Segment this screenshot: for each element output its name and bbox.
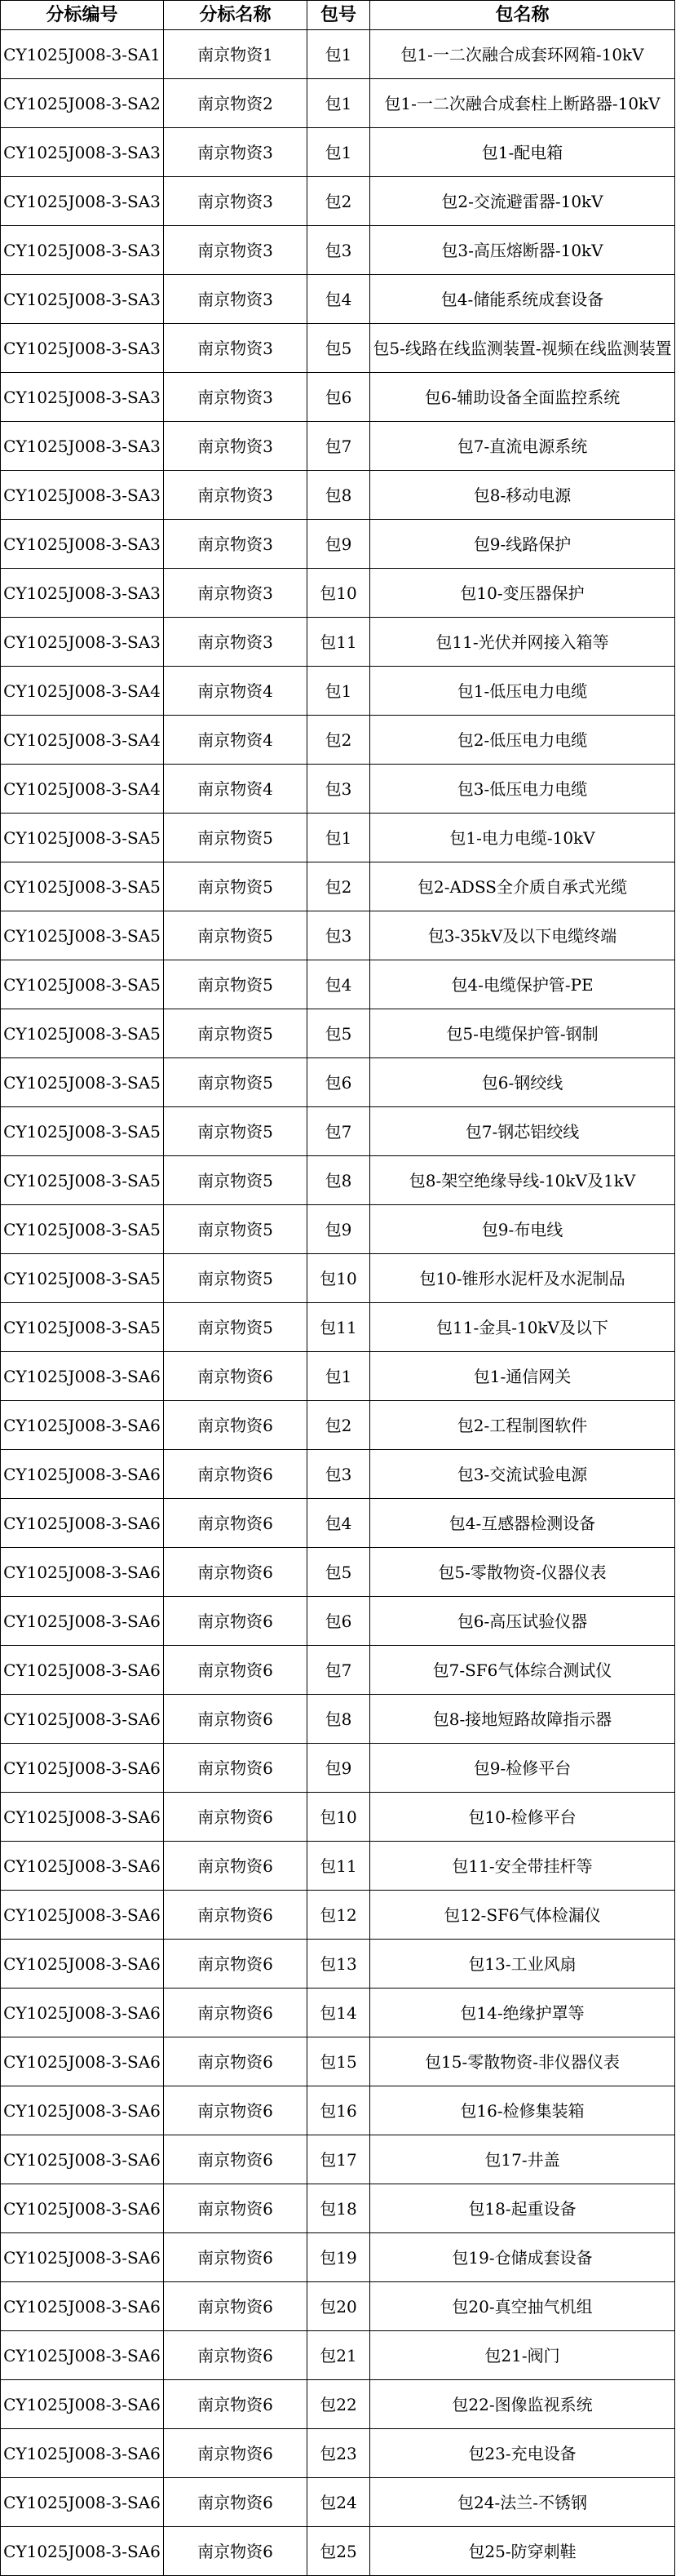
cell-package-name: 包11-安全带挂杆等	[370, 1842, 675, 1891]
table-row	[1, 1793, 675, 1842]
table-row	[1, 520, 675, 569]
cell-package-number: 包3	[307, 911, 370, 960]
cell-code: CY1025J008-3-SA3	[1, 275, 164, 324]
cell-package-number: 包24	[307, 2478, 370, 2527]
cell-code: CY1025J008-3-SA4	[1, 716, 164, 765]
table-row	[1, 1156, 675, 1205]
cell-package-number: 包12	[307, 1891, 370, 1940]
table-row	[1, 1842, 675, 1891]
cell-code: CY1025J008-3-SA6	[1, 2282, 164, 2331]
cell-lot-name: 南京物资6	[164, 1646, 307, 1695]
cell-package-name: 包13-工业风扇	[370, 1940, 675, 1989]
cell-code: CY1025J008-3-SA4	[1, 667, 164, 716]
cell-package-name: 包1-一二次融合成套环网箱-10kV	[370, 30, 675, 79]
cell-package-number: 包6	[307, 1058, 370, 1107]
cell-code: CY1025J008-3-SA6	[1, 1548, 164, 1597]
cell-package-name: 包11-光伏并网接入箱等	[370, 618, 675, 667]
cell-package-number: 包10	[307, 1793, 370, 1842]
cell-package-name: 包5-零散物资-仪器仪表	[370, 1548, 675, 1597]
cell-package-name: 包4-电缆保护管-PE	[370, 960, 675, 1009]
cell-lot-name: 南京物资3	[164, 422, 307, 471]
table-row	[1, 2282, 675, 2331]
cell-package-number: 包2	[307, 177, 370, 226]
cell-package-number: 包5	[307, 324, 370, 373]
table-row	[1, 2233, 675, 2282]
cell-lot-name: 南京物资3	[164, 569, 307, 618]
cell-package-number: 包13	[307, 1940, 370, 1989]
cell-lot-name: 南京物资6	[164, 1744, 307, 1793]
cell-lot-name: 南京物资3	[164, 275, 307, 324]
table-row	[1, 2331, 675, 2380]
cell-package-number: 包19	[307, 2233, 370, 2282]
cell-package-number: 包5	[307, 1009, 370, 1058]
table-row	[1, 1646, 675, 1695]
cell-code: CY1025J008-3-SA3	[1, 471, 164, 520]
cell-package-number: 包20	[307, 2282, 370, 2331]
cell-package-number: 包21	[307, 2331, 370, 2380]
cell-code: CY1025J008-3-SA6	[1, 1989, 164, 2037]
cell-lot-name: 南京物资6	[164, 2282, 307, 2331]
cell-code: CY1025J008-3-SA6	[1, 2527, 164, 2576]
table-row	[1, 373, 675, 422]
table-row	[1, 1058, 675, 1107]
cell-package-name: 包17-井盖	[370, 2135, 675, 2184]
cell-code: CY1025J008-3-SA5	[1, 1058, 164, 1107]
cell-package-number: 包5	[307, 1548, 370, 1597]
table-row	[1, 1107, 675, 1156]
cell-package-number: 包6	[307, 1597, 370, 1646]
table-row	[1, 1303, 675, 1352]
cell-package-number: 包9	[307, 520, 370, 569]
cell-code: CY1025J008-3-SA1	[1, 30, 164, 79]
cell-package-number: 包17	[307, 2135, 370, 2184]
cell-code: CY1025J008-3-SA6	[1, 1842, 164, 1891]
header-package-number: 包号	[307, 1, 370, 30]
cell-code: CY1025J008-3-SA3	[1, 373, 164, 422]
cell-lot-name: 南京物资6	[164, 2086, 307, 2135]
cell-package-name: 包18-起重设备	[370, 2184, 675, 2233]
cell-package-name: 包1-一二次融合成套柱上断路器-10kV	[370, 79, 675, 128]
cell-package-number: 包8	[307, 1695, 370, 1744]
cell-code: CY1025J008-3-SA3	[1, 226, 164, 275]
cell-package-number: 包9	[307, 1744, 370, 1793]
table-row	[1, 79, 675, 128]
cell-code: CY1025J008-3-SA4	[1, 765, 164, 814]
cell-package-number: 包1	[307, 30, 370, 79]
cell-code: CY1025J008-3-SA6	[1, 1793, 164, 1842]
cell-code: CY1025J008-3-SA3	[1, 177, 164, 226]
table-row	[1, 2037, 675, 2086]
cell-package-number: 包14	[307, 1989, 370, 2037]
table-row	[1, 960, 675, 1009]
cell-code: CY1025J008-3-SA6	[1, 1891, 164, 1940]
cell-lot-name: 南京物资6	[164, 2037, 307, 2086]
cell-package-name: 包22-图像监视系统	[370, 2380, 675, 2429]
cell-package-name: 包21-阀门	[370, 2331, 675, 2380]
cell-package-name: 包10-变压器保护	[370, 569, 675, 618]
cell-code: CY1025J008-3-SA6	[1, 1597, 164, 1646]
table-row	[1, 618, 675, 667]
cell-lot-name: 南京物资3	[164, 373, 307, 422]
cell-package-number: 包7	[307, 1646, 370, 1695]
cell-package-name: 包12-SF6气体检漏仪	[370, 1891, 675, 1940]
table-row	[1, 1254, 675, 1303]
cell-code: CY1025J008-3-SA5	[1, 960, 164, 1009]
cell-lot-name: 南京物资4	[164, 667, 307, 716]
cell-package-number: 包16	[307, 2086, 370, 2135]
table-row	[1, 422, 675, 471]
cell-package-number: 包15	[307, 2037, 370, 2086]
header-lot-name: 分标名称	[164, 1, 307, 30]
cell-lot-name: 南京物资5	[164, 1205, 307, 1254]
table-row	[1, 1940, 675, 1989]
table-row	[1, 128, 675, 177]
table-header-row	[1, 1, 675, 30]
cell-code: CY1025J008-3-SA6	[1, 1352, 164, 1401]
cell-package-number: 包8	[307, 471, 370, 520]
cell-package-name: 包16-检修集装箱	[370, 2086, 675, 2135]
cell-lot-name: 南京物资3	[164, 618, 307, 667]
cell-package-name: 包7-钢芯铝绞线	[370, 1107, 675, 1156]
cell-package-number: 包2	[307, 1401, 370, 1450]
table-row	[1, 2086, 675, 2135]
table-row	[1, 765, 675, 814]
cell-code: CY1025J008-3-SA6	[1, 2086, 164, 2135]
cell-code: CY1025J008-3-SA6	[1, 2331, 164, 2380]
cell-code: CY1025J008-3-SA3	[1, 618, 164, 667]
cell-lot-name: 南京物资6	[164, 1352, 307, 1401]
cell-package-name: 包2-ADSS全介质自承式光缆	[370, 862, 675, 911]
cell-package-name: 包9-检修平台	[370, 1744, 675, 1793]
cell-package-name: 包4-互感器检测设备	[370, 1499, 675, 1548]
cell-lot-name: 南京物资5	[164, 1107, 307, 1156]
cell-package-number: 包3	[307, 765, 370, 814]
cell-package-number: 包11	[307, 1303, 370, 1352]
table-row	[1, 1548, 675, 1597]
cell-lot-name: 南京物资6	[164, 2527, 307, 2576]
cell-package-number: 包1	[307, 667, 370, 716]
table-row	[1, 177, 675, 226]
cell-package-number: 包18	[307, 2184, 370, 2233]
cell-lot-name: 南京物资3	[164, 471, 307, 520]
cell-lot-name: 南京物资6	[164, 1695, 307, 1744]
cell-code: CY1025J008-3-SA3	[1, 324, 164, 373]
cell-package-name: 包3-高压熔断器-10kV	[370, 226, 675, 275]
header-code: 分标编号	[1, 1, 164, 30]
table-row	[1, 862, 675, 911]
table-row	[1, 2527, 675, 2576]
cell-package-number: 包22	[307, 2380, 370, 2429]
cell-package-name: 包3-35kV及以下电缆终端	[370, 911, 675, 960]
table-row	[1, 814, 675, 862]
cell-lot-name: 南京物资6	[164, 1989, 307, 2037]
cell-package-name: 包14-绝缘护罩等	[370, 1989, 675, 2037]
cell-lot-name: 南京物资5	[164, 1058, 307, 1107]
table-row	[1, 1891, 675, 1940]
cell-package-number: 包9	[307, 1205, 370, 1254]
cell-lot-name: 南京物资5	[164, 862, 307, 911]
cell-package-name: 包5-电缆保护管-钢制	[370, 1009, 675, 1058]
cell-code: CY1025J008-3-SA6	[1, 1450, 164, 1499]
cell-code: CY1025J008-3-SA5	[1, 814, 164, 862]
cell-package-number: 包1	[307, 79, 370, 128]
cell-lot-name: 南京物资6	[164, 1499, 307, 1548]
cell-lot-name: 南京物资6	[164, 2478, 307, 2527]
cell-package-name: 包15-零散物资-非仪器仪表	[370, 2037, 675, 2086]
cell-code: CY1025J008-3-SA6	[1, 2429, 164, 2478]
cell-lot-name: 南京物资5	[164, 1303, 307, 1352]
cell-package-name: 包1-配电箱	[370, 128, 675, 177]
cell-lot-name: 南京物资6	[164, 2184, 307, 2233]
cell-code: CY1025J008-3-SA5	[1, 862, 164, 911]
table-row	[1, 2380, 675, 2429]
table-row	[1, 30, 675, 79]
cell-code: CY1025J008-3-SA6	[1, 1940, 164, 1989]
table-row	[1, 1401, 675, 1450]
cell-code: CY1025J008-3-SA5	[1, 1303, 164, 1352]
cell-lot-name: 南京物资6	[164, 1450, 307, 1499]
table-row	[1, 1009, 675, 1058]
table-row	[1, 1450, 675, 1499]
cell-lot-name: 南京物资4	[164, 765, 307, 814]
table-row	[1, 1205, 675, 1254]
cell-lot-name: 南京物资3	[164, 128, 307, 177]
cell-lot-name: 南京物资3	[164, 520, 307, 569]
cell-package-name: 包24-法兰-不锈钢	[370, 2478, 675, 2527]
cell-lot-name: 南京物资6	[164, 1842, 307, 1891]
cell-lot-name: 南京物资6	[164, 1940, 307, 1989]
cell-package-number: 包11	[307, 618, 370, 667]
cell-lot-name: 南京物资5	[164, 1009, 307, 1058]
cell-code: CY1025J008-3-SA6	[1, 2380, 164, 2429]
header-package-name: 包名称	[370, 1, 675, 30]
cell-code: CY1025J008-3-SA3	[1, 520, 164, 569]
cell-lot-name: 南京物资6	[164, 2331, 307, 2380]
cell-package-number: 包11	[307, 1842, 370, 1891]
cell-package-name: 包3-交流试验电源	[370, 1450, 675, 1499]
cell-package-number: 包23	[307, 2429, 370, 2478]
table-row	[1, 2135, 675, 2184]
cell-package-number: 包1	[307, 814, 370, 862]
cell-package-number: 包4	[307, 1499, 370, 1548]
table-row	[1, 324, 675, 373]
table-body	[1, 30, 675, 2576]
cell-lot-name: 南京物资5	[164, 911, 307, 960]
cell-code: CY1025J008-3-SA5	[1, 911, 164, 960]
cell-lot-name: 南京物资5	[164, 814, 307, 862]
cell-package-name: 包20-真空抽气机组	[370, 2282, 675, 2331]
cell-code: CY1025J008-3-SA6	[1, 2478, 164, 2527]
cell-lot-name: 南京物资3	[164, 226, 307, 275]
cell-code: CY1025J008-3-SA5	[1, 1156, 164, 1205]
table-row	[1, 569, 675, 618]
cell-lot-name: 南京物资6	[164, 2233, 307, 2282]
cell-lot-name: 南京物资1	[164, 30, 307, 79]
table-row	[1, 2429, 675, 2478]
cell-package-name: 包6-高压试验仪器	[370, 1597, 675, 1646]
cell-package-number: 包3	[307, 1450, 370, 1499]
table-row	[1, 1695, 675, 1744]
cell-lot-name: 南京物资5	[164, 1156, 307, 1205]
cell-code: CY1025J008-3-SA3	[1, 422, 164, 471]
cell-package-name: 包7-SF6气体综合测试仪	[370, 1646, 675, 1695]
cell-lot-name: 南京物资5	[164, 1254, 307, 1303]
cell-package-name: 包6-钢绞线	[370, 1058, 675, 1107]
cell-package-name: 包8-架空绝缘导线-10kV及1kV	[370, 1156, 675, 1205]
cell-code: CY1025J008-3-SA5	[1, 1009, 164, 1058]
cell-package-number: 包25	[307, 2527, 370, 2576]
cell-lot-name: 南京物资3	[164, 324, 307, 373]
table-row	[1, 1744, 675, 1793]
table-row	[1, 1597, 675, 1646]
cell-package-name: 包7-直流电源系统	[370, 422, 675, 471]
cell-package-number: 包3	[307, 226, 370, 275]
cell-package-name: 包8-移动电源	[370, 471, 675, 520]
cell-package-number: 包2	[307, 716, 370, 765]
cell-package-name: 包1-电力电缆-10kV	[370, 814, 675, 862]
cell-package-name: 包19-仓储成套设备	[370, 2233, 675, 2282]
cell-package-name: 包3-低压电力电缆	[370, 765, 675, 814]
table-row	[1, 911, 675, 960]
cell-package-name: 包9-线路保护	[370, 520, 675, 569]
cell-package-name: 包9-布电线	[370, 1205, 675, 1254]
table-row	[1, 667, 675, 716]
cell-lot-name: 南京物资6	[164, 1401, 307, 1450]
cell-code: CY1025J008-3-SA5	[1, 1107, 164, 1156]
cell-package-name: 包1-低压电力电缆	[370, 667, 675, 716]
cell-code: CY1025J008-3-SA6	[1, 1646, 164, 1695]
cell-package-number: 包7	[307, 1107, 370, 1156]
cell-code: CY1025J008-3-SA6	[1, 1499, 164, 1548]
cell-code: CY1025J008-3-SA2	[1, 79, 164, 128]
cell-package-name: 包25-防穿刺鞋	[370, 2527, 675, 2576]
cell-package-name: 包2-低压电力电缆	[370, 716, 675, 765]
cell-lot-name: 南京物资6	[164, 1548, 307, 1597]
cell-lot-name: 南京物资2	[164, 79, 307, 128]
table-row	[1, 226, 675, 275]
cell-package-number: 包10	[307, 1254, 370, 1303]
cell-lot-name: 南京物资6	[164, 1597, 307, 1646]
cell-package-number: 包6	[307, 373, 370, 422]
cell-package-name: 包2-交流避雷器-10kV	[370, 177, 675, 226]
cell-package-number: 包4	[307, 275, 370, 324]
cell-package-number: 包2	[307, 862, 370, 911]
cell-code: CY1025J008-3-SA6	[1, 1695, 164, 1744]
cell-code: CY1025J008-3-SA6	[1, 2037, 164, 2086]
table-row	[1, 2184, 675, 2233]
cell-lot-name: 南京物资3	[164, 177, 307, 226]
cell-package-name: 包2-工程制图软件	[370, 1401, 675, 1450]
cell-package-name: 包23-充电设备	[370, 2429, 675, 2478]
cell-package-name: 包8-接地短路故障指示器	[370, 1695, 675, 1744]
cell-package-number: 包1	[307, 128, 370, 177]
table-row	[1, 1989, 675, 2037]
cell-package-name: 包5-线路在线监测装置-视频在线监测装置	[370, 324, 675, 373]
cell-code: CY1025J008-3-SA5	[1, 1205, 164, 1254]
cell-package-number: 包10	[307, 569, 370, 618]
table-row	[1, 716, 675, 765]
cell-code: CY1025J008-3-SA3	[1, 569, 164, 618]
cell-lot-name: 南京物资6	[164, 1891, 307, 1940]
cell-package-number: 包8	[307, 1156, 370, 1205]
table-row	[1, 2478, 675, 2527]
cell-package-number: 包4	[307, 960, 370, 1009]
table-row	[1, 1499, 675, 1548]
cell-package-name: 包6-辅助设备全面监控系统	[370, 373, 675, 422]
cell-code: CY1025J008-3-SA6	[1, 2135, 164, 2184]
cell-code: CY1025J008-3-SA6	[1, 1401, 164, 1450]
cell-code: CY1025J008-3-SA6	[1, 2184, 164, 2233]
cell-code: CY1025J008-3-SA6	[1, 1744, 164, 1793]
cell-package-name: 包11-金具-10kV及以下	[370, 1303, 675, 1352]
cell-package-name: 包10-锥形水泥杆及水泥制品	[370, 1254, 675, 1303]
cell-lot-name: 南京物资6	[164, 2429, 307, 2478]
table-row	[1, 275, 675, 324]
cell-code: CY1025J008-3-SA5	[1, 1254, 164, 1303]
cell-code: CY1025J008-3-SA6	[1, 2233, 164, 2282]
cell-lot-name: 南京物资6	[164, 1793, 307, 1842]
cell-package-name: 包1-通信网关	[370, 1352, 675, 1401]
cell-lot-name: 南京物资4	[164, 716, 307, 765]
cell-lot-name: 南京物资5	[164, 960, 307, 1009]
cell-package-number: 包7	[307, 422, 370, 471]
cell-package-number: 包1	[307, 1352, 370, 1401]
table-row	[1, 471, 675, 520]
cell-package-name: 包10-检修平台	[370, 1793, 675, 1842]
cell-lot-name: 南京物资6	[164, 2135, 307, 2184]
table-row	[1, 1352, 675, 1401]
cell-code: CY1025J008-3-SA3	[1, 128, 164, 177]
cell-lot-name: 南京物资6	[164, 2380, 307, 2429]
cell-package-name: 包4-储能系统成套设备	[370, 275, 675, 324]
